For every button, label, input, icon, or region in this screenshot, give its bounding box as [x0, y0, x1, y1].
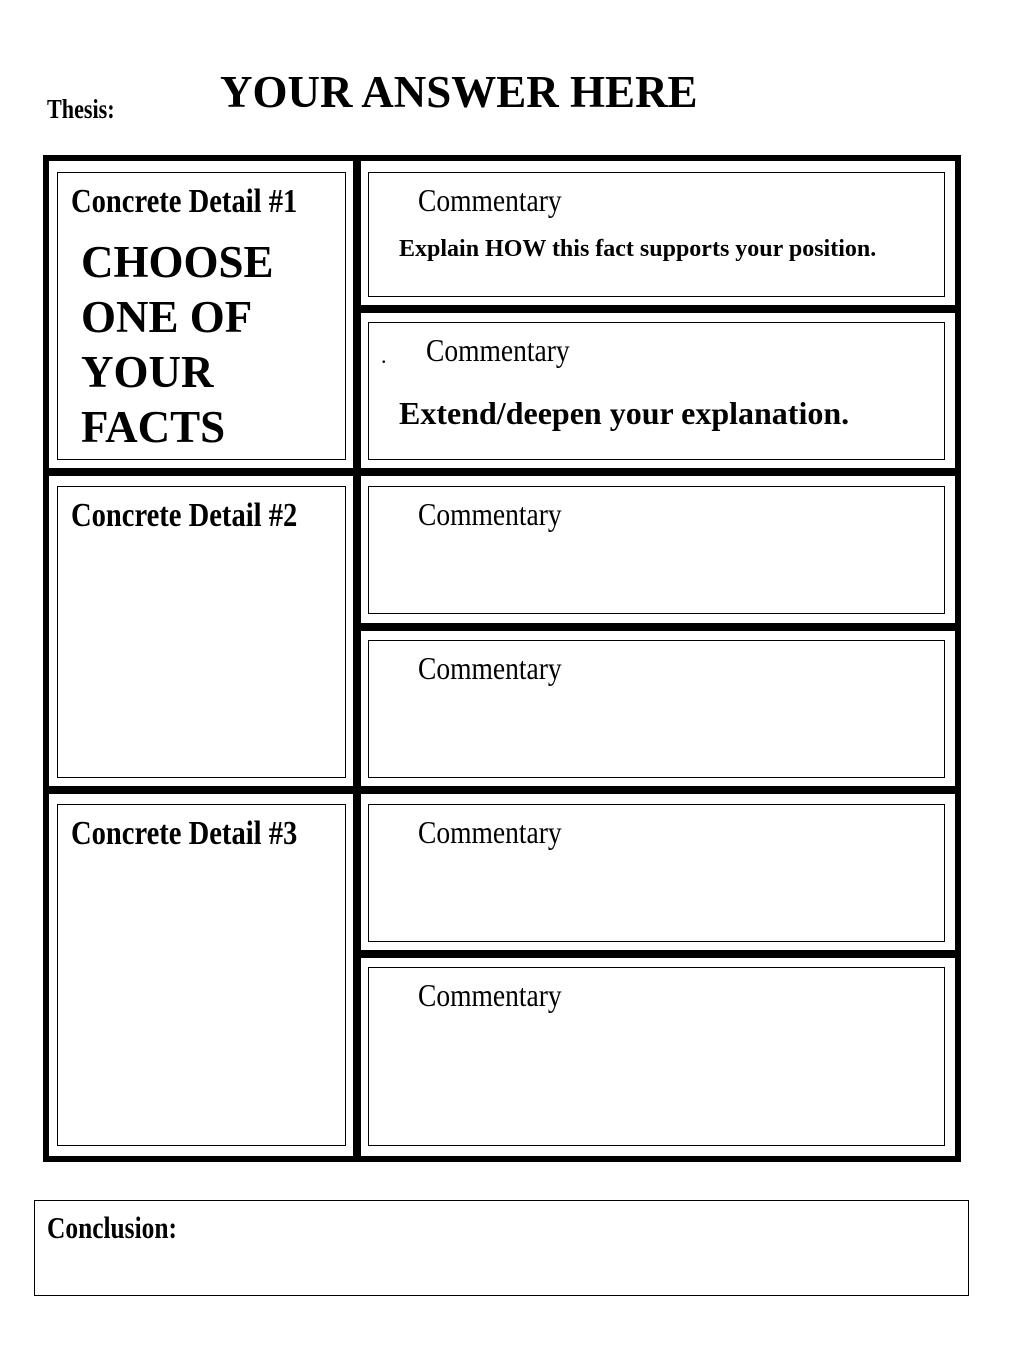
commentary-3a-box[interactable] — [368, 804, 945, 942]
concrete-detail-3-box[interactable] — [57, 804, 346, 1146]
conclusion-label: Conclusion: — [47, 1210, 177, 1245]
concrete-detail-1-title: Concrete Detail #1 — [71, 183, 298, 220]
commentary-2b-title: Commentary — [418, 650, 562, 686]
commentary-3a-title: Commentary — [418, 814, 562, 850]
thesis-answer[interactable]: YOUR ANSWER HERE — [220, 67, 698, 117]
commentary-1a-title: Commentary — [418, 182, 562, 218]
commentary-2a-title: Commentary — [418, 496, 562, 532]
commentary-3b-title: Commentary — [418, 977, 562, 1013]
commentary-1b-title: Commentary — [426, 332, 570, 368]
concrete-detail-1-box[interactable] — [57, 172, 346, 460]
commentary-1b-instruction: Extend/deepen your explanation. — [399, 395, 850, 431]
thesis-label: Thesis: — [47, 94, 115, 124]
row-divider-1 — [43, 468, 961, 476]
commentary-3b-box[interactable] — [368, 967, 945, 1146]
commentary-divider-1 — [357, 305, 961, 313]
concrete-detail-1-instruction: CHOOSE ONE OF YOUR FACTS — [81, 237, 274, 452]
row-divider-2 — [43, 786, 961, 794]
concrete-detail-2-box[interactable] — [57, 486, 346, 778]
conclusion-box[interactable] — [34, 1200, 969, 1296]
commentary-2a-box[interactable] — [368, 486, 945, 614]
commentary-1a-instruction: Explain HOW this fact supports your position. — [399, 236, 877, 262]
commentary-1b-box[interactable] — [368, 322, 945, 460]
concrete-detail-3-title: Concrete Detail #3 — [71, 815, 298, 852]
commentary-divider-2 — [357, 623, 961, 631]
commentary-1a-box[interactable] — [368, 172, 945, 297]
bullet-marker: . — [381, 343, 387, 368]
commentary-divider-3 — [357, 950, 961, 958]
concrete-detail-2-title: Concrete Detail #2 — [71, 497, 298, 534]
commentary-2b-box[interactable] — [368, 640, 945, 778]
